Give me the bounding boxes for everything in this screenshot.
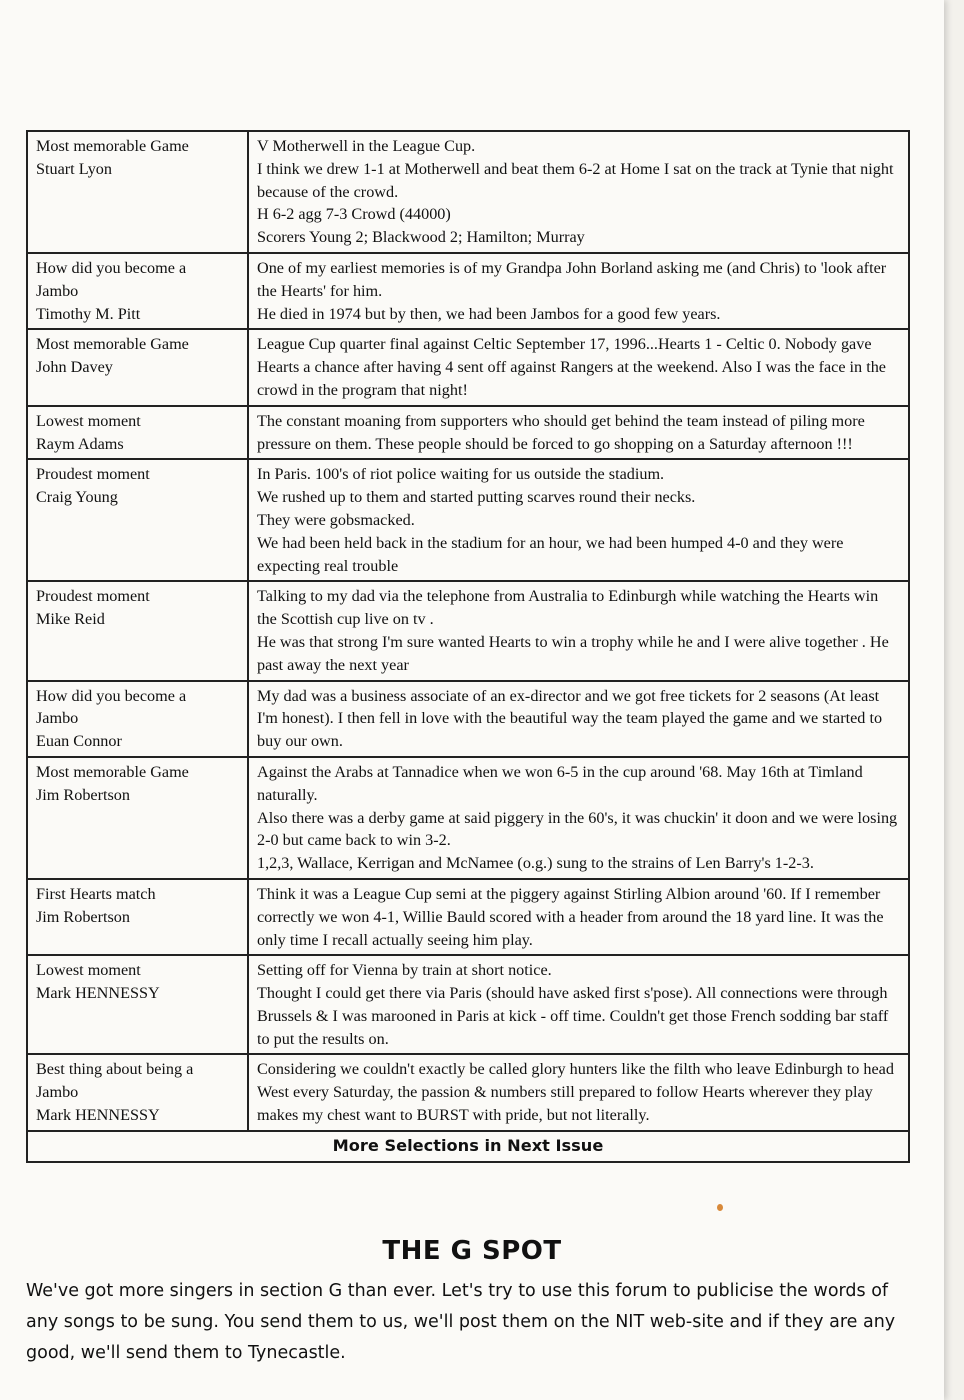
- fan-memory-text: [248, 131, 909, 253]
- category-label: First Hearts match: [36, 884, 156, 903]
- author-name: Mike Reid: [36, 610, 105, 629]
- memory-paragraph: H 6-2 agg 7-3 Crowd (44000): [257, 205, 451, 224]
- category-label: Jambo: [36, 281, 79, 300]
- selection-row: [27, 131, 909, 253]
- category-and-author: [27, 1054, 248, 1130]
- memory-paragraph: I think we drew 1-1 at Motherwell and beat them 6-2 at Home I sat on the track at Tynie that night because of the crowd.: [257, 159, 894, 201]
- category-and-author: [27, 329, 248, 405]
- memory-paragraph: V Motherwell in the League Cup.: [257, 137, 476, 155]
- memory-paragraph: We had been held back in the stadium for an hour, we had been humped 4-0 and they were expecting real trouble: [257, 533, 844, 575]
- category-label: How did you become a: [36, 686, 187, 705]
- fan-memory-text: [248, 681, 909, 757]
- memory-paragraph: In Paris. 100's of riot police waiting for us outside the stadium.: [257, 465, 665, 484]
- category-and-author: [27, 131, 248, 253]
- memory-paragraph: He was that strong I'm sure wanted Hearts to win a trophy while he and I were alive together . He past away the next year: [257, 632, 889, 674]
- memory-paragraph: My dad was a business associate of an ex-director and we got free tickets for 2 seasons (At least I'm honest). I then fell in love with the beautiful way the team played the game and we started to buy our own.: [257, 686, 883, 751]
- memory-paragraph: Also there was a derby game at said piggery in the 60's, it was chuckin' it doon and we were losing 2-0 but came back to win 3-2.: [257, 808, 898, 850]
- author-name: Mark HENNESSY: [36, 1106, 160, 1125]
- author-name: Euan Connor: [36, 732, 122, 751]
- fan-memory-text: [248, 329, 909, 405]
- selection-row: [27, 1054, 909, 1130]
- author-name: Raym Adams: [36, 434, 124, 453]
- selection-row: [27, 329, 909, 405]
- selection-row: [27, 581, 909, 680]
- author-name: Jim Robertson: [36, 785, 130, 804]
- category-and-author: [27, 253, 248, 329]
- fan-selections-table: [26, 130, 910, 1163]
- memory-paragraph: Setting off for Vienna by train at short notice.: [257, 961, 552, 980]
- category-label: Proudest moment: [36, 465, 150, 484]
- fan-memory-text: [248, 253, 909, 329]
- memory-paragraph: The constant moaning from supporters who should get behind the team instead of piling more pressure on them. These people should be forced to go shopping on a Saturday afternoon !!!: [257, 411, 865, 453]
- fan-memory-text: [248, 757, 909, 879]
- author-name: Jim Robertson: [36, 907, 130, 926]
- category-and-author: [27, 406, 248, 460]
- category-and-author: [27, 681, 248, 757]
- more-selections-note: More Selections in Next Issue: [27, 1131, 909, 1162]
- fan-memory-text: [248, 955, 909, 1054]
- fan-memory-text: [248, 459, 909, 581]
- category-and-author: [27, 581, 248, 680]
- category-and-author: [27, 459, 248, 581]
- category-label: Lowest moment: [36, 411, 141, 430]
- selection-row: [27, 406, 909, 460]
- g-spot-body: We've got more singers in section G than ever. Let's try to use this forum to publicise the words of any songs to be sung. You send them to us, we'll post them on the NIT web-site and if they are any good, we'll send them to Tynecastle.: [26, 1281, 896, 1363]
- category-and-author: [27, 955, 248, 1054]
- category-label: Proudest moment: [36, 587, 150, 606]
- category-label: Jambo: [36, 1083, 79, 1102]
- memory-paragraph: Considering we couldn't exactly be called glory hunters like the filth who leave Edinburgh to head West every Saturday, the passion & numbers still prepared to follow Hearts wherever they play makes my chest want to BURST with pride, but not literally.: [257, 1060, 894, 1125]
- memory-paragraph: League Cup quarter final against Celtic September 17, 1996...Hearts 1 - Celtic 0. Nobody gave Hearts a chance after having 4 sent off against Rangers at the weekend. Also I was the face in the crowd in the program that night!: [257, 335, 886, 399]
- category-label: Most memorable Game: [36, 762, 189, 781]
- fan-memory-text: [248, 581, 909, 680]
- selection-row: [27, 253, 909, 329]
- paper-speck: [717, 1204, 723, 1211]
- author-name: Mark HENNESSY: [36, 984, 160, 1003]
- author-name: John Davey: [36, 358, 113, 377]
- footer-row: [27, 1131, 909, 1162]
- fan-memory-text: [248, 406, 909, 460]
- category-and-author: [27, 757, 248, 879]
- selection-row: [27, 459, 909, 581]
- memory-paragraph: Scorers Young 2; Blackwood 2; Hamilton; Murray: [257, 228, 585, 247]
- author-name: Stuart Lyon: [36, 159, 112, 178]
- memory-paragraph: 1,2,3, Wallace, Kerrigan and McNamee (o.g.) sung to the strains of Len Barry's 1-2-3.: [257, 854, 814, 873]
- category-and-author: [27, 879, 248, 955]
- memory-paragraph: He died in 1974 but by then, we had been Jambos for a good few years.: [257, 304, 721, 323]
- memory-paragraph: Against the Arabs at Tannadice when we won 6-5 in the cup around '68. May 16th at Timland naturally.: [257, 762, 863, 804]
- memory-paragraph: One of my earliest memories is of my Grandpa John Borland asking me (and Chris) to 'look after the Hearts' for him.: [257, 258, 887, 300]
- selection-row: [27, 955, 909, 1054]
- category-label: Most memorable Game: [36, 335, 189, 354]
- memory-paragraph: Think it was a League Cup semi at the piggery against Stirling Albion around '60. If I remember correctly we won 4-1, Willie Bauld scored with a header from around the 18 yard line. It was the only time I recall actually seeing him play.: [257, 884, 884, 949]
- selection-row: [27, 757, 909, 879]
- author-name: Craig Young: [36, 488, 118, 507]
- memory-paragraph: We rushed up to them and started putting scarves round their necks.: [257, 488, 696, 507]
- category-label: How did you become a: [36, 258, 187, 277]
- selection-row: [27, 681, 909, 757]
- category-label: Lowest moment: [36, 961, 141, 980]
- category-label: Jambo: [36, 709, 79, 728]
- memory-paragraph: Thought I could get there via Paris (should have asked first s'pose). All connections were through Brussels & I was marooned in Paris at kick - off time. Couldn't get those French sodding bar staff to put the results on.: [257, 984, 889, 1048]
- fan-memory-text: [248, 879, 909, 955]
- g-spot-heading: THE G SPOT: [382, 1236, 562, 1266]
- memory-paragraph: Talking to my dad via the telephone from Australia to Edinburgh while watching the Hearts win the Scottish cup live on tv .: [257, 587, 879, 629]
- fan-memory-text: [248, 1054, 909, 1130]
- category-label: Best thing about being a: [36, 1060, 194, 1079]
- selection-row: [27, 879, 909, 955]
- author-name: Timothy M. Pitt: [36, 304, 141, 323]
- memory-paragraph: They were gobsmacked.: [257, 510, 415, 529]
- category-label: Most memorable Game: [36, 137, 189, 155]
